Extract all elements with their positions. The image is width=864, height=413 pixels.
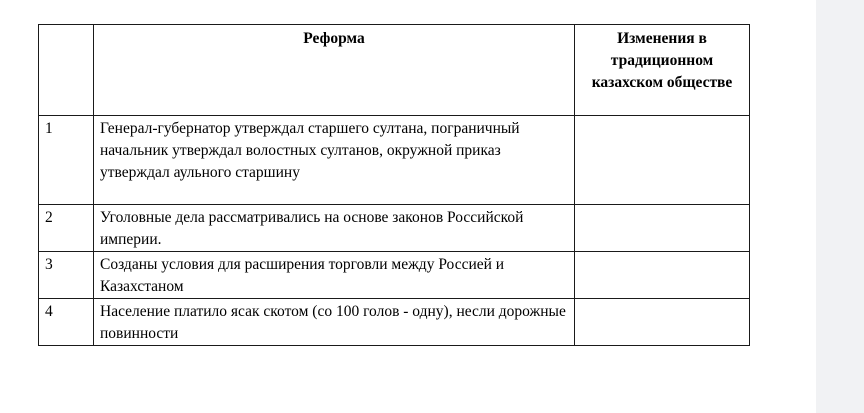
row-changes[interactable]: [575, 205, 750, 252]
header-number: [39, 25, 94, 116]
row-reform: Созданы условия для расширения торговли между Россией и Казахстаном: [94, 252, 575, 299]
reform-table: [38, 24, 750, 346]
table-row: [39, 252, 750, 299]
header-reform: Реформа: [94, 25, 575, 116]
table-row: [39, 205, 750, 252]
side-panel: [816, 0, 864, 413]
row-number: 2: [39, 205, 94, 252]
row-number: 4: [39, 299, 94, 346]
row-changes[interactable]: [575, 299, 750, 346]
row-reform: Генерал-губернатор утверждал старшего султана, пограничный начальник утверждал волостных султанов, окружной приказ утверждал аульного старшину: [94, 116, 575, 205]
row-reform: Уголовные дела рассматривались на основе законов Российской империи.: [94, 205, 575, 252]
table-row: [39, 116, 750, 205]
row-number: 1: [39, 116, 94, 205]
row-changes[interactable]: [575, 116, 750, 205]
row-reform: Население платило ясак скотом (со 100 голов - одну), несли дорожные повинности: [94, 299, 575, 346]
row-number: 3: [39, 252, 94, 299]
row-changes[interactable]: [575, 252, 750, 299]
table-row: [39, 299, 750, 346]
header-changes: Изменения в традиционном казахском обществе: [575, 25, 750, 116]
table-header-row: [39, 25, 750, 116]
